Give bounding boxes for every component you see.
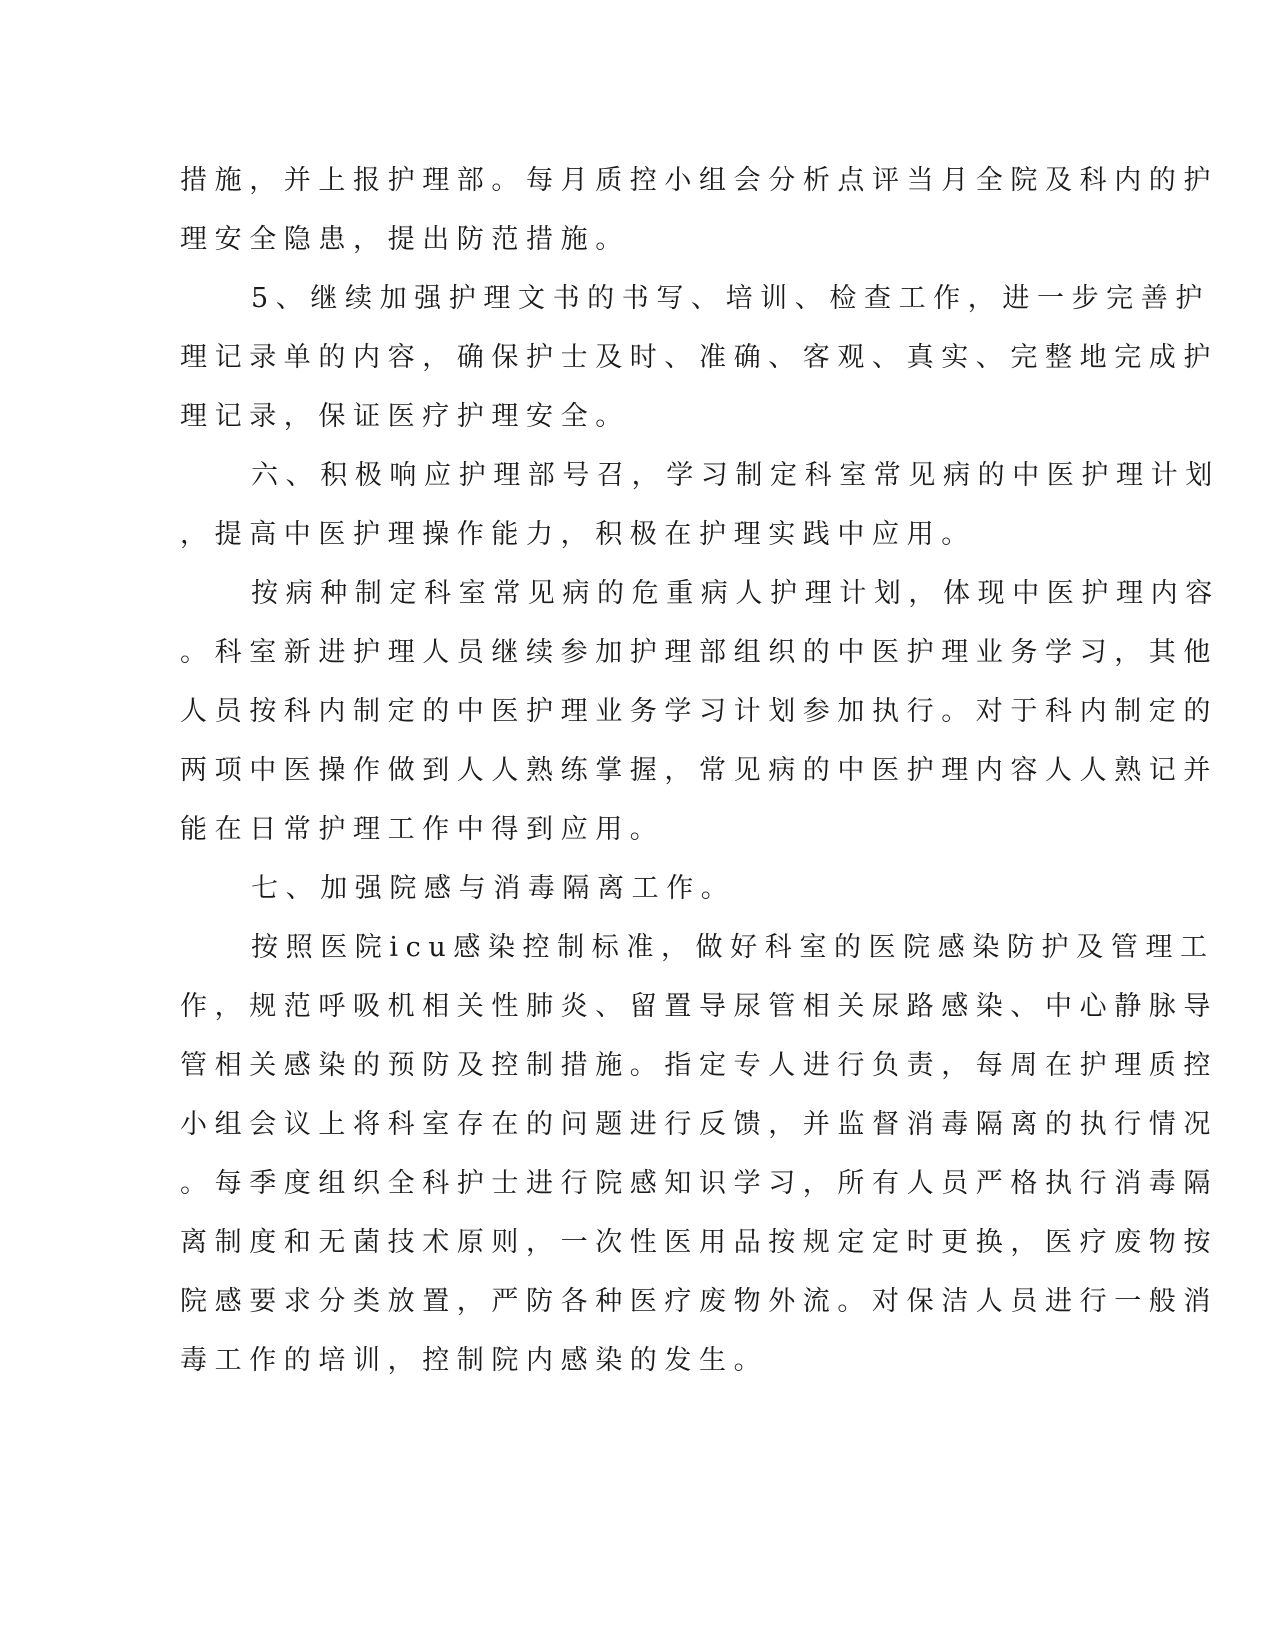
text-line: 理记录，保证医疗护理安全。 <box>180 401 630 432</box>
text-line: 按照医院icu感染控制标准，做好科室的医院感染防护及管理工 <box>251 932 1215 963</box>
text-line: 毒工作的培训，控制院内感染的发生。 <box>180 1345 769 1376</box>
text-line: 离制度和无菌技术原则，一次性医用品按规定定时更换，医疗废物按 <box>180 1227 1218 1258</box>
text-line: 六、积极响应护理部号召，学习制定科室常见病的中医护理计划 <box>251 460 1220 491</box>
text-line: 作，规范呼吸机相关性肺炎、留置导尿管相关尿路感染、中心静脉导 <box>180 991 1218 1022</box>
text-line: 人员按科内制定的中医护理业务学习计划参加执行。对于科内制定的 <box>180 696 1218 727</box>
text-line: 两项中医操作做到人人熟练掌握，常见病的中医护理内容人人熟记并 <box>180 755 1218 786</box>
text-line: 七、加强院感与消毒隔离工作。 <box>251 873 736 904</box>
text-line: 理安全隐患，提出防范措施。 <box>180 224 630 255</box>
text-line: 。每季度组织全科护士进行院感知识学习，所有人员严格执行消毒隔 <box>180 1168 1218 1199</box>
text-line: 管相关感染的预防及控制措施。指定专人进行负责，每周在护理质控 <box>180 1050 1218 1081</box>
text-line: 措施，并上报护理部。每月质控小组会分析点评当月全院及科内的护 <box>180 165 1218 196</box>
text-line: ，提高中医护理操作能力，积极在护理实践中应用。 <box>180 519 976 550</box>
text-line: 。科室新进护理人员继续参加护理部组织的中医护理业务学习，其他 <box>180 637 1218 668</box>
text-line: 小组会议上将科室存在的问题进行反馈，并监督消毒隔离的执行情况 <box>180 1109 1218 1140</box>
text-line: 按病种制定科室常见病的危重病人护理计划，体现中医护理内容 <box>251 578 1220 609</box>
text-line: 5、继续加强护理文书的书写、培训、检查工作，进一步完善护 <box>251 283 1210 314</box>
text-line: 能在日常护理工作中得到应用。 <box>180 814 665 845</box>
text-line: 院感要求分类放置，严防各种医疗废物外流。对保洁人员进行一般消 <box>180 1286 1218 1317</box>
text-line: 理记录单的内容，确保护士及时、准确、客观、真实、完整地完成护 <box>180 342 1218 373</box>
